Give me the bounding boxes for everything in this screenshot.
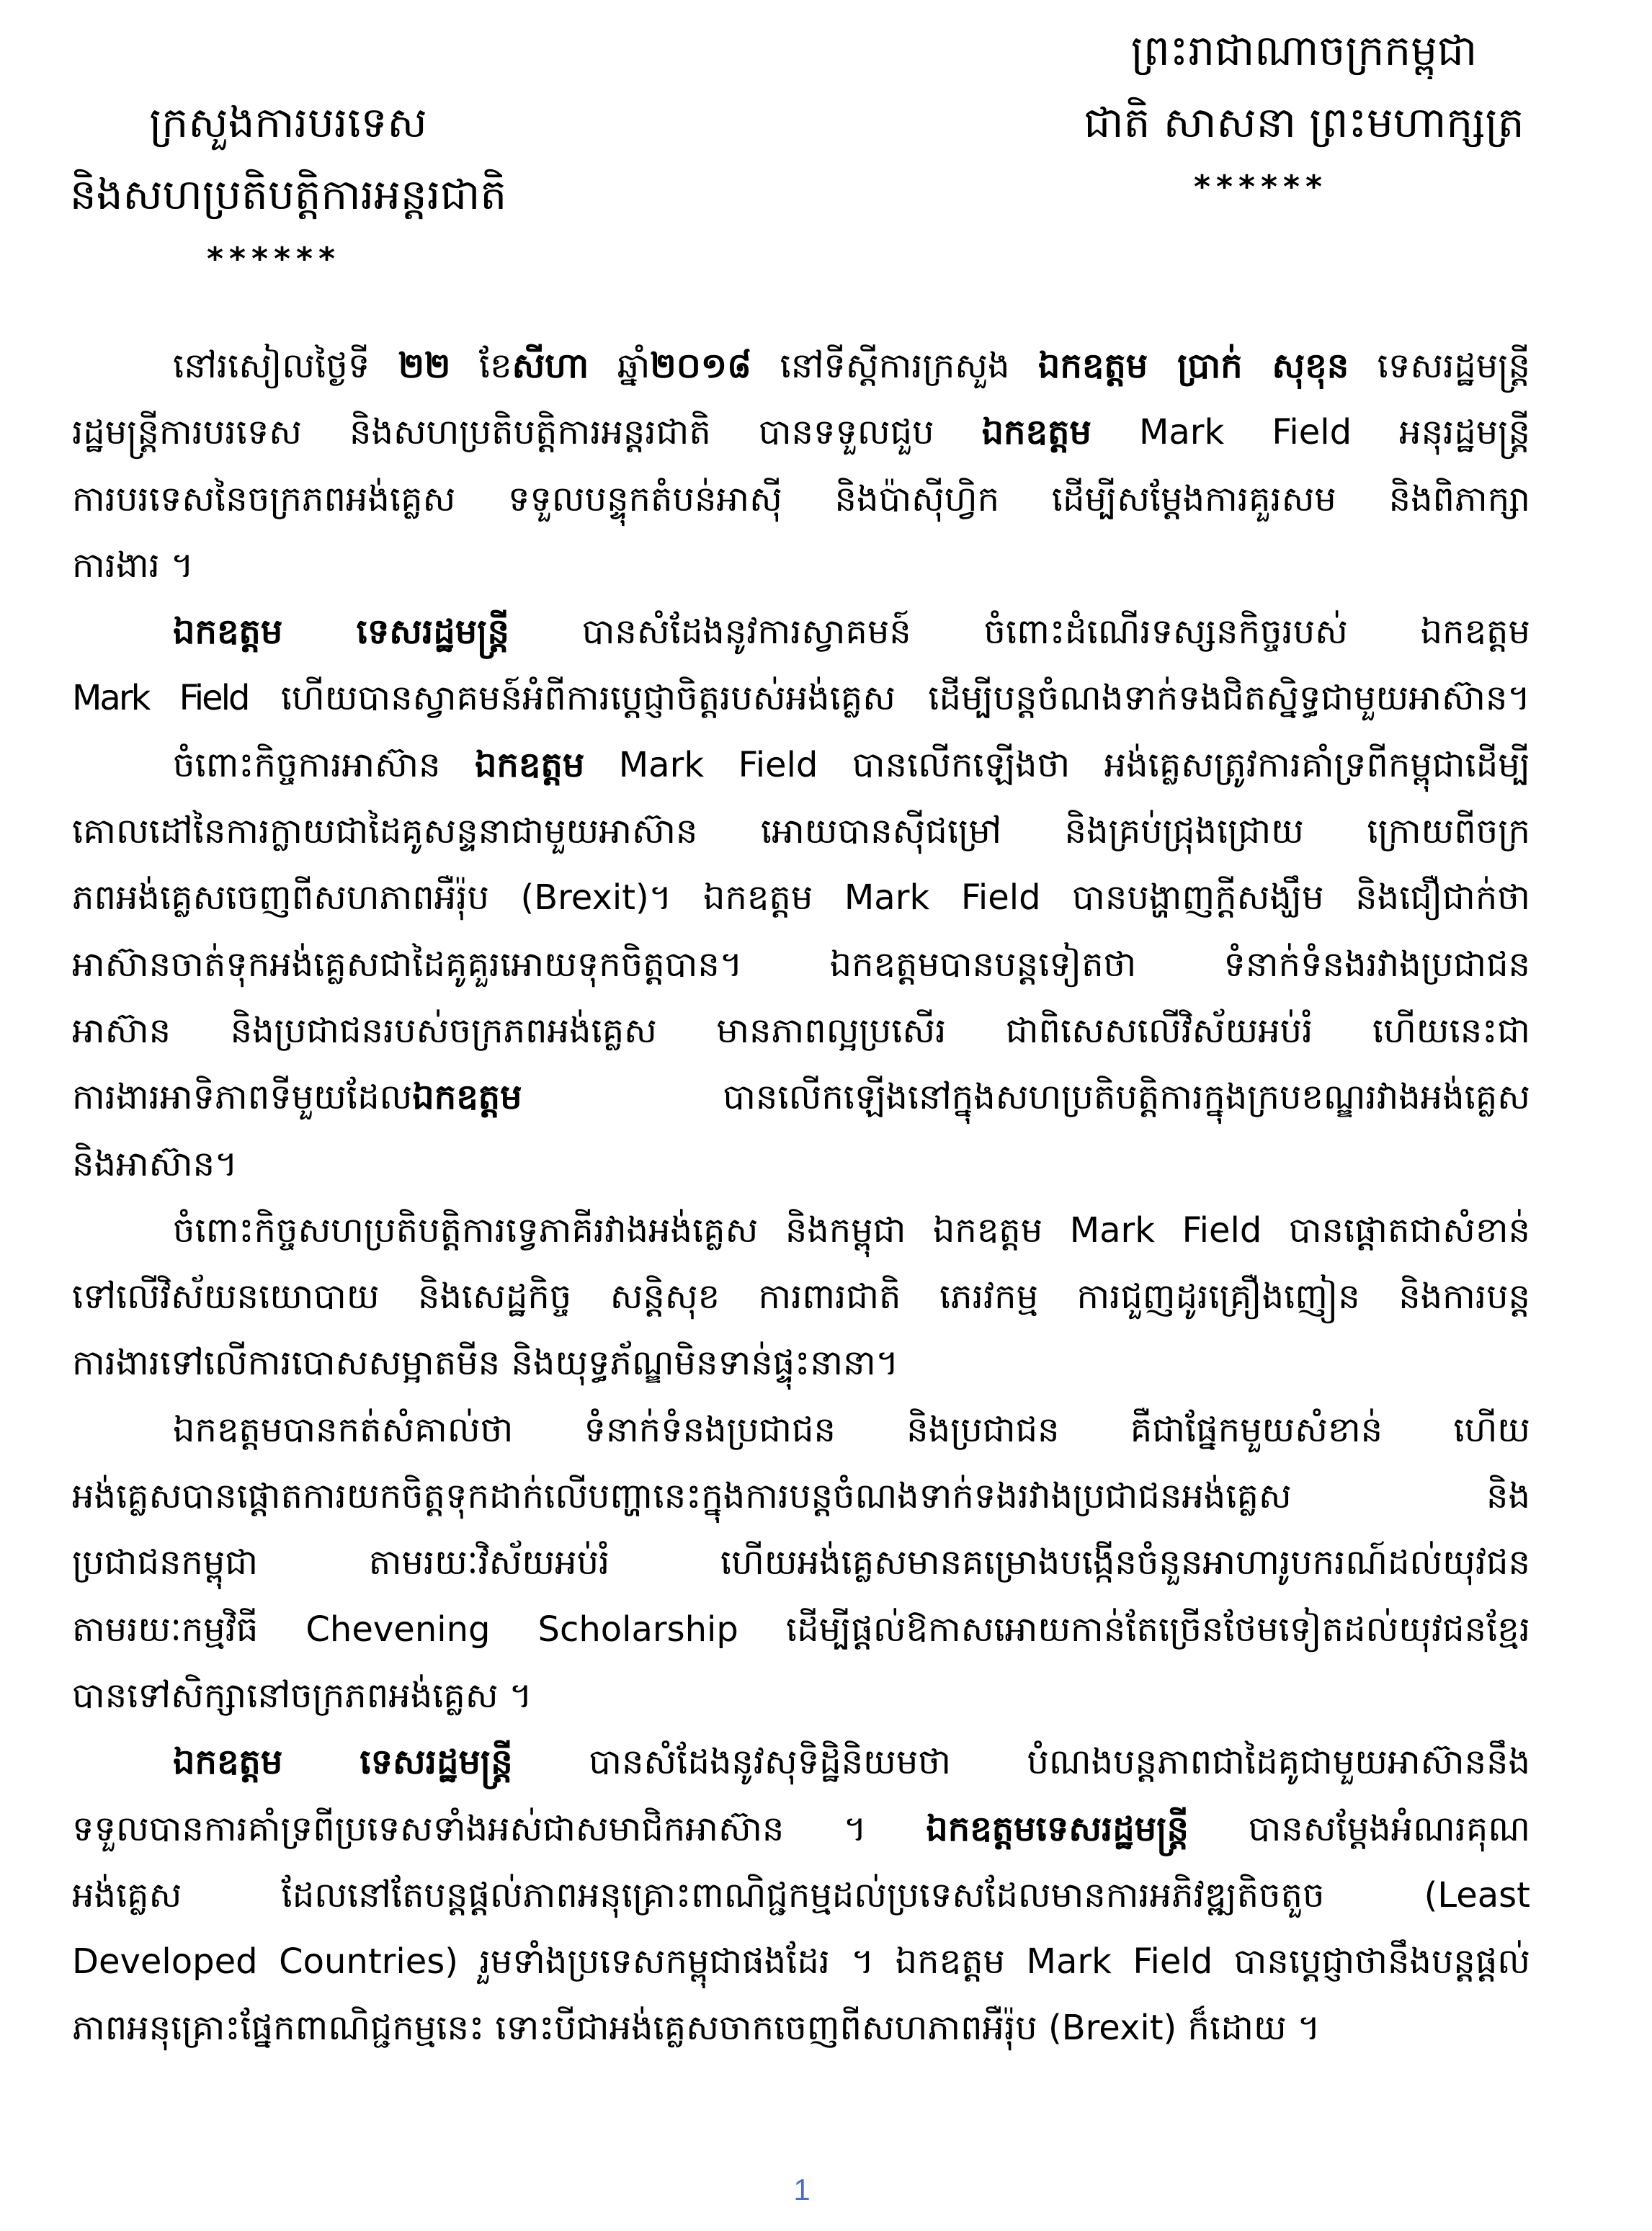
text-run: បានសម្តែងអំណរគុណ [1188, 1808, 1530, 1849]
text-line [72, 998, 1530, 1064]
text-run: ភាពអនុគ្រោះផ្នែកពាណិជ្ជកម្មនេះ ទោះបីជាអង់គ្លេសចាកចេញពីសហភាពអឺរ៉ុប (Brexit) ក៏ដោយ ។ [72, 2008, 1321, 2049]
text-run: ការងារអាទិភាពទីមួយដែល [72, 1077, 413, 1118]
text-run: អាស៊ានចាត់ទុកអង់គ្លេសជាដៃគូគួរអោយទុកចិត្តបាន។ ឯកឧត្តមបានបន្តទៀតថា ទំនាក់ទំនងរវាងប្រជាជន [72, 944, 1530, 985]
text-run: នៅទីស្តីការក្រសួង [751, 346, 1038, 386]
text-line [72, 1596, 1530, 1663]
text-line [72, 931, 1530, 998]
date-year: ២០១៨ [650, 346, 752, 386]
text-run: Developed Countries) រួមទាំងប្រទេសកម្ពុជាផងដែរ ។ ឯកឧត្តម Mark Field បានប្តេជ្ញាថានឹងបន្តផ្តល់ [72, 1941, 1530, 1982]
text-line [72, 1663, 1530, 1729]
text-run: នៅរសៀលថ្ងៃទី [173, 346, 398, 386]
text-run: បានសំដែងនូវសុទិដ្ឋិនិយមថា បំណងបន្តភាពជាដៃគូជាមួយអាស៊ាននឹង [512, 1742, 1530, 1783]
text-line [72, 798, 1530, 864]
text-line [72, 732, 1530, 798]
text-run: ហើយបានស្វាគមន៍អំពីការប្តេជ្ញាចិត្តរបស់អង់គ្លេស ដើម្បីបន្តចំណងទាក់ទងជិតស្និទ្ធជាមួយអាស៊ាន។ [248, 678, 1530, 719]
paragraph-5 [72, 1397, 1530, 1729]
text-line [72, 1529, 1530, 1596]
date-month: សីហា [512, 346, 589, 386]
text-line [72, 1131, 1530, 1197]
text-run: ឆ្នាំ [589, 346, 651, 386]
text-run: ទទួលបានការគាំទ្រពីប្រទេសទាំងអស់ជាសមាជិកអាស៊ាន ។ [72, 1808, 927, 1849]
text-run: អង់គ្លេសបានផ្តោតការយកចិត្តទុកដាក់លើបញ្ហានេះក្នុងការបន្តចំណងទាក់ទងរវាងប្រជាជនអង់គ្លេស និង [72, 1476, 1530, 1517]
text-run: អាស៊ាន និងប្រជាជនរបស់ចក្រភពអង់គ្លេស មានភាពល្អប្រសើរ ជាពិសេសលើវិស័យអប់រំ ហើយនេះជា [72, 1010, 1530, 1051]
text-run: បានលើកឡើងនៅក្នុងសហប្រតិបត្តិការក្នុងក្របខណ្ឌរវាងអង់គ្លេស [522, 1077, 1530, 1118]
paragraph-6 [72, 1729, 1530, 2061]
text-line [72, 1729, 1530, 1795]
text-line [72, 1197, 1530, 1264]
text-line [72, 1928, 1530, 1995]
bold-text-run: ឯកឧត្តម ទេសរដ្ឋមន្ត្រី [173, 1742, 513, 1783]
text-line [72, 864, 1530, 931]
text-run: ការងារទៅលើការបោសសម្អាតមីន និងយុទ្ធភ័ណ្ឌមិនទាន់ផ្ទុះនានា។ [72, 1343, 899, 1384]
text-run: បានសំដែងនូវការស្វាគមន៍ ចំពោះដំណើរទស្សនកិច្ចរបស់ ឯកឧត្តម [509, 612, 1530, 653]
minister-name: ឯកឧត្តម ប្រាក់ សុខុន [1037, 346, 1349, 386]
bold-text-run: ឯកឧត្តម [412, 1077, 522, 1118]
text-run: រដ្ឋមន្ត្រីការបរទេស និងសហប្រតិបត្តិការអន្តរជាតិ បានទទួលជួប [72, 412, 982, 453]
text-line [72, 399, 1530, 465]
text-run: ទេសរដ្ឋមន្ត្រី [1349, 346, 1530, 386]
text-line [72, 1064, 1530, 1130]
text-run: Mark Field [72, 678, 249, 719]
paragraph-1 [72, 333, 1530, 599]
text-run: ទៅលើវិស័យនយោបាយ និងសេដ្ឋកិច្ច សន្តិសុខ ការពារជាតិ ភេរវកម្ម ការជួញដូរគ្រឿងញៀន និងការបន្ត [72, 1277, 1530, 1318]
text-run: ការបរទេសនៃចក្រភពអង់គ្លេស ទទួលបន្ទុកតំបន់អាស៊ី និងប៉ាស៊ីហ្វិក ដើម្បីសម្តែងការគួរសម និងពិភាក្សា [72, 478, 1530, 519]
text-line [72, 599, 1530, 665]
text-run: ភពអង់គ្លេសចេញពីសហភាពអឺរ៉ុប (Brexit)។ ឯកឧត្តម Mark Field បានបង្ហាញក្តីសង្ឃឹម និងជឿជាក់ថា [72, 877, 1530, 918]
kingdom-name: ព្រះរាជាណាចក្រកម្ពុជា [1130, 26, 1478, 75]
text-run: ចំពោះកិច្ចសហប្រតិបត្តិការទ្វេភាគីរវាងអង់គ្លេស និងកម្ពុជា ឯកឧត្តម Mark Field បានផ្តោតជាសំខាន់ [173, 1210, 1530, 1251]
text-line [72, 532, 1530, 599]
text-run: ប្រជាជនកម្ពុជា តាមរយៈវិស័យអប់រំ ហើយអង់គ្លេសមានគម្រោងបង្កើនចំនួនអាហារូបករណ៍ដល់យុវជន [72, 1542, 1530, 1583]
text-run: ឯកឧត្តមបានកត់សំគាល់ថា ទំនាក់ទំនងប្រជាជន និងប្រជាជន គឺជាផ្នែកមួយសំខាន់ ហើយ [173, 1409, 1530, 1450]
text-line [72, 1995, 1530, 2061]
text-line [72, 1796, 1530, 1862]
bold-text-run: ឯកឧត្តម ទេសរដ្ឋមន្ត្រី [173, 612, 509, 653]
text-line [72, 1397, 1530, 1463]
bold-text-run: ឯកឧត្តម [474, 744, 585, 785]
text-line [72, 665, 1530, 731]
text-run: និងអាស៊ាន។ [72, 1143, 238, 1184]
text-run: បានទៅសិក្សានៅចក្រភពអង់គ្លេស ។ [72, 1675, 532, 1716]
national-motto: ជាតិ សាសនា ព្រះមហាក្សត្រ [1084, 98, 1524, 147]
ministry-stars: ****** [206, 241, 341, 277]
text-run: គោលដៅនៃការក្លាយជាដៃគូសន្ទនាជាមួយអាស៊ាន អោយបានស៊ីជម្រៅ និងគ្រប់ជ្រុងជ្រោយ ក្រោយពីចក្រ [72, 811, 1530, 852]
text-line [72, 1330, 1530, 1396]
press-release-body [72, 333, 1530, 2062]
text-run: Mark Field បានលើកឡើងថា អង់គ្លេសត្រូវការគាំទ្រពីកម្ពុជាដើម្បី [584, 744, 1530, 785]
paragraph-4 [72, 1197, 1530, 1397]
paragraph-3 [72, 732, 1530, 1197]
text-run: ការងារ ។ [72, 545, 194, 586]
text-line [72, 466, 1530, 532]
text-run: Mark Field អនុរដ្ឋមន្ត្រី [1091, 412, 1530, 453]
page-number: 1 [793, 2173, 811, 2207]
text-run: ខែ [450, 346, 512, 386]
text-run: តាមរយៈកម្មវិធី Chevening Scholarship ដើម្បីផ្តល់ឱកាសអោយកាន់តែច្រើនថែមទៀតដល់យុវជនខ្មែរ [72, 1609, 1530, 1650]
ministry-name-line1: ក្រសួងការបរទេស [149, 98, 427, 147]
text-run: អង់គ្លេស ដែលនៅតែបន្តផ្តល់ភាពអនុគ្រោះពាណិជ្ជកម្មដល់ប្រទេសដែលមានការអភិវឌ្ឍតិចតួច (Least [72, 1874, 1530, 1915]
ministry-name-line2: និងសហប្រតិបត្តិការអន្តរជាតិ [69, 170, 507, 219]
text-line [72, 1264, 1530, 1330]
text-run: ចំពោះកិច្ចការអាស៊ាន [173, 744, 475, 785]
bold-text-run: ឯកឧត្តមទេសរដ្ឋមន្ត្រី [926, 1808, 1189, 1849]
text-line [72, 1862, 1530, 1928]
text-line [72, 1463, 1530, 1529]
bold-text-run: ឯកឧត្តម [981, 412, 1091, 453]
date-day: ២២ [398, 346, 451, 386]
kingdom-stars: ****** [1193, 169, 1329, 205]
text-line [72, 333, 1530, 399]
paragraph-2 [72, 599, 1530, 732]
